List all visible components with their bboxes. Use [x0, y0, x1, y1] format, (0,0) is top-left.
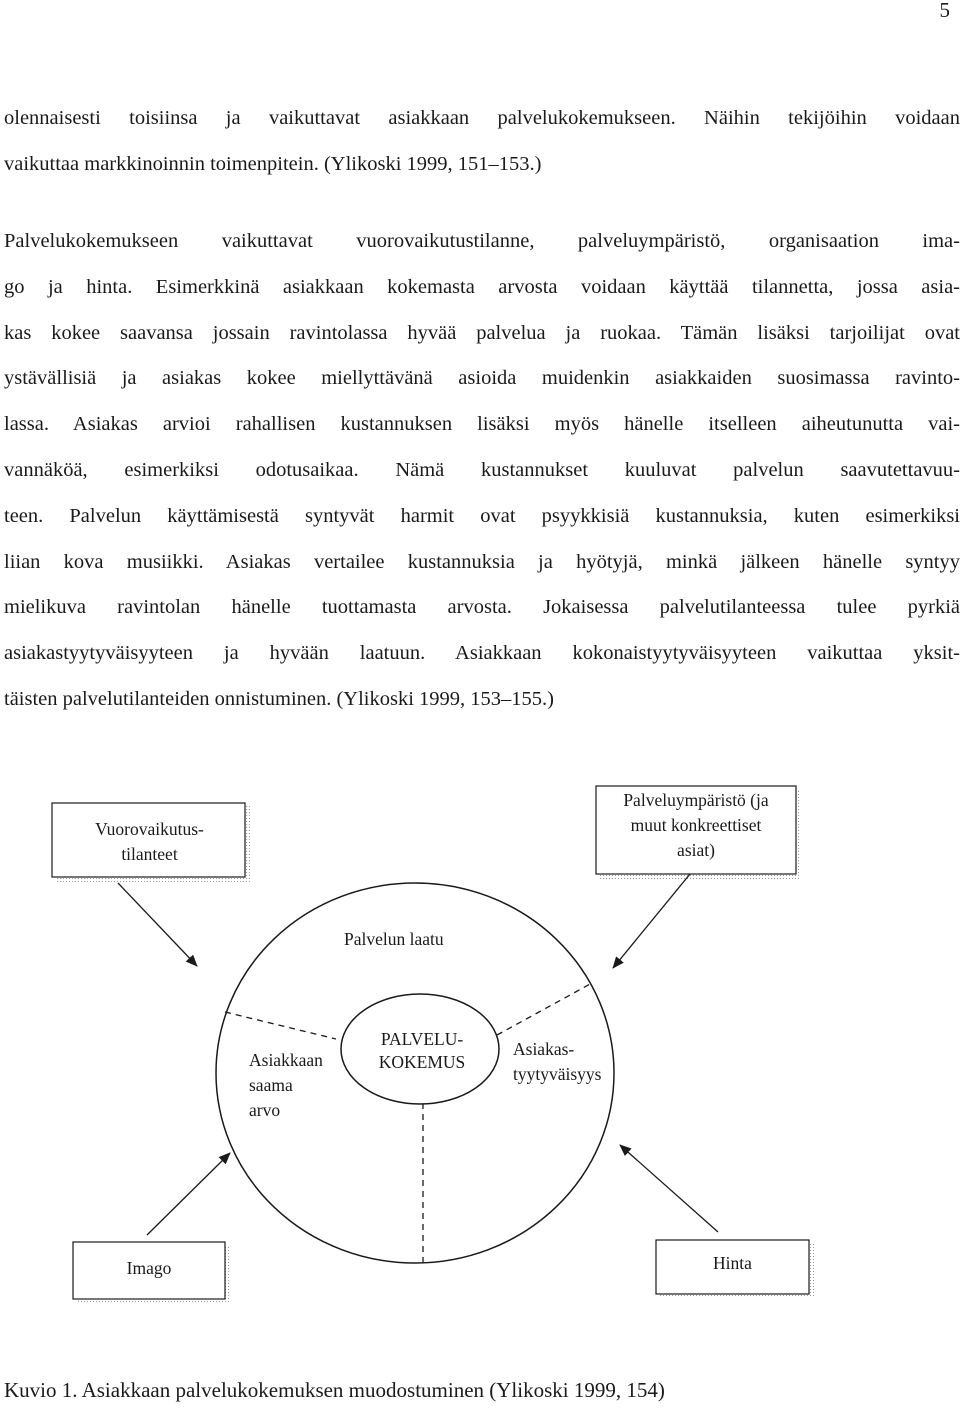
label-line: muut konkreettiset — [630, 815, 762, 835]
environment-label — [605, 788, 787, 863]
label-line: PALVELU- — [380, 1029, 464, 1049]
arrow-interactions — [118, 883, 197, 966]
text-line: asiakastyytyväisyyteen ja hyvään laatuun. Asiakkaan kokonaistyytyväisyyteen vaikuttaa yksit- — [4, 642, 960, 665]
label-line: Vuorovaikutus- — [95, 819, 204, 839]
label-line: Asiakkaan — [249, 1050, 323, 1070]
text-line: lassa. Asiakas arvioi rahallisen kustannuksen lisäksi myös hänelle itselleen aiheutunutta vai- — [4, 413, 960, 436]
text-line: liian kova musiikki. Asiakas vertailee kustannuksia ja hyötyjä, minkä jälkeen hänelle syntyy — [4, 550, 960, 573]
text-line: olennaisesti toisiinsa ja vaikuttavat asiakkaan palvelukokemukseen. Näihin tekijöihin voidaan — [4, 107, 960, 129]
arrow-environment — [613, 874, 690, 968]
text-line: mielikuva ravintolan hänelle tuottamasta arvosta. Jokaisessa palvelutilanteessa tulee pyrkiä — [4, 596, 960, 619]
text-line: täisten palvelutilanteiden onnistuminen. (Ylikoski 1999, 153–155.) — [4, 687, 555, 710]
imago-label: Imago — [126, 1258, 172, 1278]
label-line: asiat) — [677, 840, 715, 860]
text-line: vannäköä, esimerkiksi odotusaikaa. Nämä kustannukset kuuluvat palvelun saavutettavuu- — [4, 458, 960, 481]
text-line: vaikuttaa markkinoinnin toimenpitein. (Ylikoski 1999, 151–153.) — [4, 152, 542, 175]
arrow-imago — [147, 1153, 230, 1235]
page-number: 5 — [939, 0, 950, 22]
service-quality-title: Palvelun laatu — [344, 929, 444, 949]
text-line: kas kokee saavansa jossain ravintolassa hyvää palvelua ja ruokaa. Tämän lisäksi tarjoilijat ovat — [4, 321, 960, 344]
interactions-label — [83, 817, 216, 867]
label-line: Asiakas- — [513, 1039, 575, 1059]
divider-right — [497, 983, 592, 1035]
customer-satisfaction-label — [513, 1037, 601, 1087]
arrow-price — [620, 1145, 718, 1232]
service-experience-label — [352, 1028, 492, 1074]
figure-caption: Kuvio 1. Asiakkaan palvelukokemuksen muodostuminen (Ylikoski 1999, 154) — [4, 1378, 665, 1402]
label-line: tyytyväisyys — [513, 1064, 602, 1084]
label-line: arvo — [249, 1100, 281, 1120]
label-line: Palveluympäristö (ja — [623, 790, 769, 810]
label-line: saama — [249, 1075, 293, 1095]
label-line: tilanteet — [121, 844, 178, 864]
paragraph-1 — [4, 96, 960, 188]
received-value-label — [249, 1048, 323, 1123]
label-line: KOKEMUS — [378, 1052, 466, 1072]
text-line: ystävällisiä ja asiakas kokee miellyttävänä asioida muidenkin asiakkaiden suosimassa ravinto- — [4, 367, 960, 390]
paragraph-2 — [4, 219, 960, 723]
divider-left — [225, 1012, 336, 1039]
price-label: Hinta — [713, 1253, 752, 1273]
service-experience-diagram — [0, 770, 960, 1370]
text-line: go ja hinta. Esimerkkinä asiakkaan kokemasta arvosta voidaan käyttää tilannetta, jossa asia- — [4, 275, 960, 298]
text-line: teen. Palvelun käyttämisestä syntyvät harmit ovat psyykkisiä kustannuksia, kuten esimerkiksi — [4, 504, 960, 527]
text-line: Palvelukokemukseen vaikuttavat vuorovaikutustilanne, palveluympäristö, organisaation ima- — [4, 230, 960, 252]
